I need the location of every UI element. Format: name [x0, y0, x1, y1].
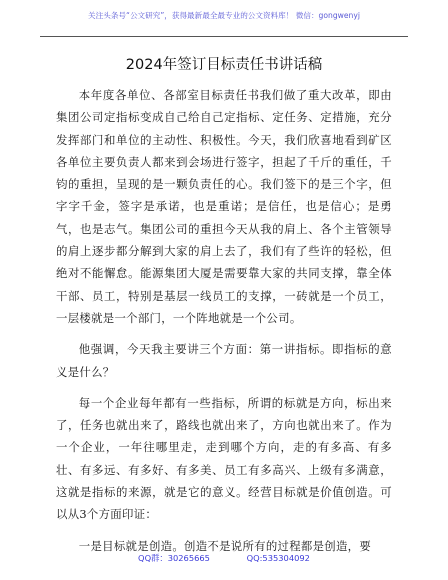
document-body [56, 84, 392, 557]
footer [0, 552, 448, 564]
header-divider [40, 36, 408, 37]
footer-qq-group: QQ群：30265665 [138, 553, 210, 563]
paragraph-3: 每一个企业每年都有一些指标，所谓的标就是方向，标出来了，任务也就出来了，路线也就出来了，方向也就出来了。作为一个企业，一年往哪里走，走到哪个方向，走的有多高、有多壮、有多远、有多好、有多美、员工有多高兴、上级有多满意，这就是指标的来源，就是它的意义。经营目标就是价值创造。可以从3个方面印证： [56, 395, 392, 522]
document-title: 2024年签订目标责任书讲话稿 [125, 57, 323, 73]
footer-qq: QQ:535304092 [246, 553, 310, 563]
paragraph-1: 本年度各单位、各部室目标责任书我们做了重大改革，即由集团公司定指标变成自己给自己定指标、定任务、定措施，充分发挥部门和单位的主动性、积极性。今天，我们欣喜地看到矿区各单位主要负责人都来到会场进行签字，担起了千斤的重任，千钧的重担，呈现的是一颗负责任的心。我们签下的是三个字，但字字千金，签字是承诺，也是重诺；是信任，也是信心；是勇气，也是志气。集团公司的重担今天从我的肩上、各个主管领导的肩上逐步都分解到大家的肩上去了，我们有了些许的轻松，但绝对不能懈怠。能源集团大厦是需要靠大家的共同支撑，靠全体干部、员工，特别是基层一线员工的支撑，一砖就是一个员工，一层楼就是一个部门，一个阵地就是一个公司。 [56, 88, 392, 325]
paragraph-2: 他强调，今天我主要讲三个方面：第一讲指标。即指标的意义是什么？ [56, 342, 392, 379]
paragraph-4: 一是目标就是创造。创造不是说所有的过程都是创造，要 [78, 538, 372, 553]
header-banner: 关注头条号“公文研究”，获得最新最全最专业的公文资料库！ 微信：gongwenyj [88, 11, 360, 20]
